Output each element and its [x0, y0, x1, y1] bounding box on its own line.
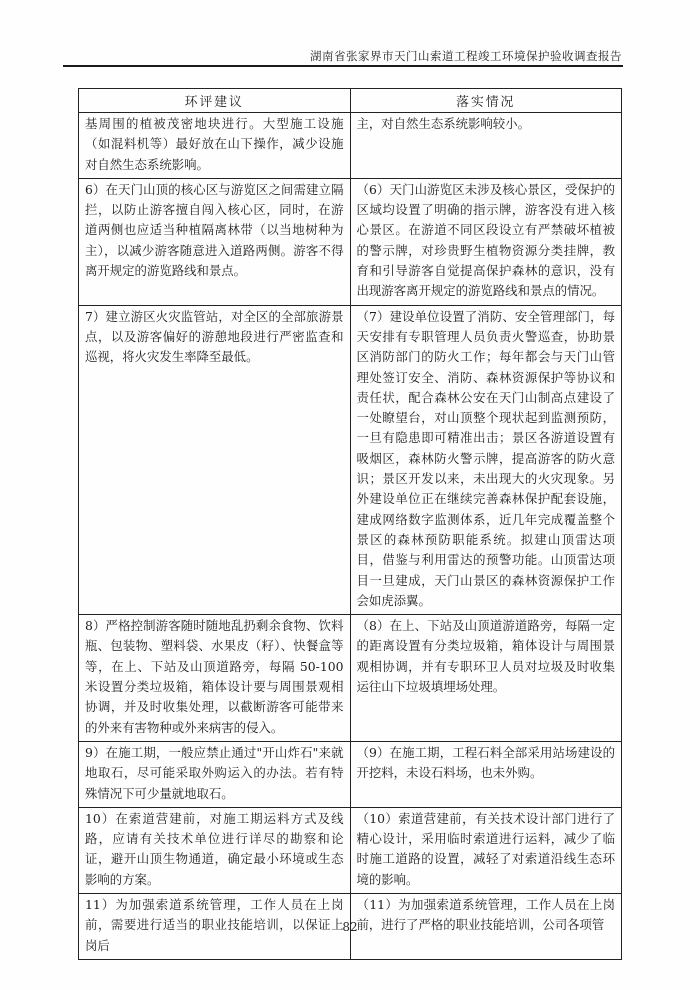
- implementation-cell: （6）天门山游览区未涉及核心景区，受保护的区域均设置了明确的指示牌，游客没有进入核心景区。在游道不同区段设立有严禁破坏植被的警示牌，对珍贵野生植物资源分类挂牌，教育和引导游客自觉提高保护森林的意识，没有出现游客离开规定的游览路线和景点的情况。: [350, 178, 622, 305]
- eia-suggestion-cell: 10）在索道营建前，对施工期运料方式及线路，应请有关技术单位进行详尽的勘察和论证，避开山顶生物通道，确定最小环境或生态影响的方案。: [79, 807, 351, 893]
- eia-suggestion-cell: 11）为加强索道系统管理，工作人员在上岗前，需要进行适当的职业技能培训，以保证上岗后: [79, 893, 351, 959]
- table-row: [79, 615, 622, 742]
- table-row: [79, 305, 622, 614]
- table-row: [79, 178, 622, 305]
- page-number: 82: [342, 920, 358, 934]
- table-header-row: [79, 89, 622, 113]
- eia-suggestion-cell: 8）严格控制游客随时随地乱扔剩余食物、饮料瓶、包装物、塑料袋、水果皮（籽）、快餐盒等等，在上、下站及山顶道路旁，每隔 50-100 米设置分类垃圾箱，箱体设计要与周围景观相协调，并及时收集处理，以截断游客可能带来的外来有害物种或外来病害的侵入。: [79, 615, 351, 742]
- implementation-cell: （10）索道营建前，有关技术设计部门进行了精心设计，采用临时索道进行运料，减少了临时施工道路的设置，减轻了对索道沿线生态环境的影响。: [350, 807, 622, 893]
- implementation-cell: （9）在施工期，工程石料全部采用站场建设的开挖料，未设石料场，也未外购。: [350, 741, 622, 807]
- column-header-implementation-status: 落实情况: [350, 89, 622, 113]
- table-row: [79, 807, 622, 893]
- eia-implementation-table: [78, 88, 622, 960]
- eia-suggestion-cell: 6）在天门山顶的核心区与游览区之间需建立隔拦，以防止游客擅自闯入核心区，同时，在游道两侧也应适当种植隔离林带（以当地树种为主），以减少游客随意进入道路两侧。游客不得离开规定的游览路线和景点。: [79, 178, 351, 305]
- column-header-eia-suggestion: 环评建议: [79, 89, 351, 113]
- header-rule: [63, 65, 623, 67]
- eia-suggestion-cell: 9）在施工期，一般应禁止通过"开山炸石"来就地取石，尽可能采取外购运入的办法。若有特殊情况下可少量就地取石。: [79, 741, 351, 807]
- implementation-cell: （7）建设单位设置了消防、安全管理部门，每天安排有专职管理人员负责火警巡查，协助景区消防部门的防火工作；每年都会与天门山管理处签订安全、消防、森林资源保护等协议和责任状，配合森林公安在天门山制高点建设了一处瞭望台，对山顶整个现状起到监测预防，一旦有隐患即可精准出击；景区各游道设置有吸烟区，森林防火警示牌，提高游客的防火意识；景区开发以来，未出现大的火灾现象。另外建设单位正在继续完善森林保护配套设施，建成网络数字监测体系，近几年完成覆盖整个景区的森林预防职能系统。拟建山顶雷达项目，借鉴与利用雷达的预警功能。山顶雷达项目一旦建成，天门山景区的森林资源保护工作会如虎添翼。: [350, 305, 622, 614]
- running-header-title: 湖南省张家界市天门山索道工程竣工环境保护验收调查报告: [310, 49, 622, 63]
- eia-suggestion-cell: 7）建立游区火灾监管站，对全区的全部旅游景点，以及游客偏好的游憩地段进行严密监查和巡视，将火灾发生率降至最低。: [79, 305, 351, 614]
- eia-suggestion-cell: 基周围的植被茂密地块进行。大型施工设施（如混料机等）最好放在山下操作，减少设施对自然生态系统影响。: [79, 113, 351, 179]
- implementation-cell: （11）为加强索道系统管理，工作人员在上岗前，进行了严格的职业技能培训，公司各项管: [350, 893, 622, 959]
- table-row: [79, 113, 622, 179]
- table-row: [79, 741, 622, 807]
- implementation-cell: 主，对自然生态系统影响较小。: [350, 113, 622, 179]
- implementation-cell: （8）在上、下站及山顶道游道路旁，每隔一定的距离设置有分类垃圾箱，箱体设计与周围景观相协调，并有专职环卫人员对垃圾及时收集运往山下垃圾填埋场处理。: [350, 615, 622, 742]
